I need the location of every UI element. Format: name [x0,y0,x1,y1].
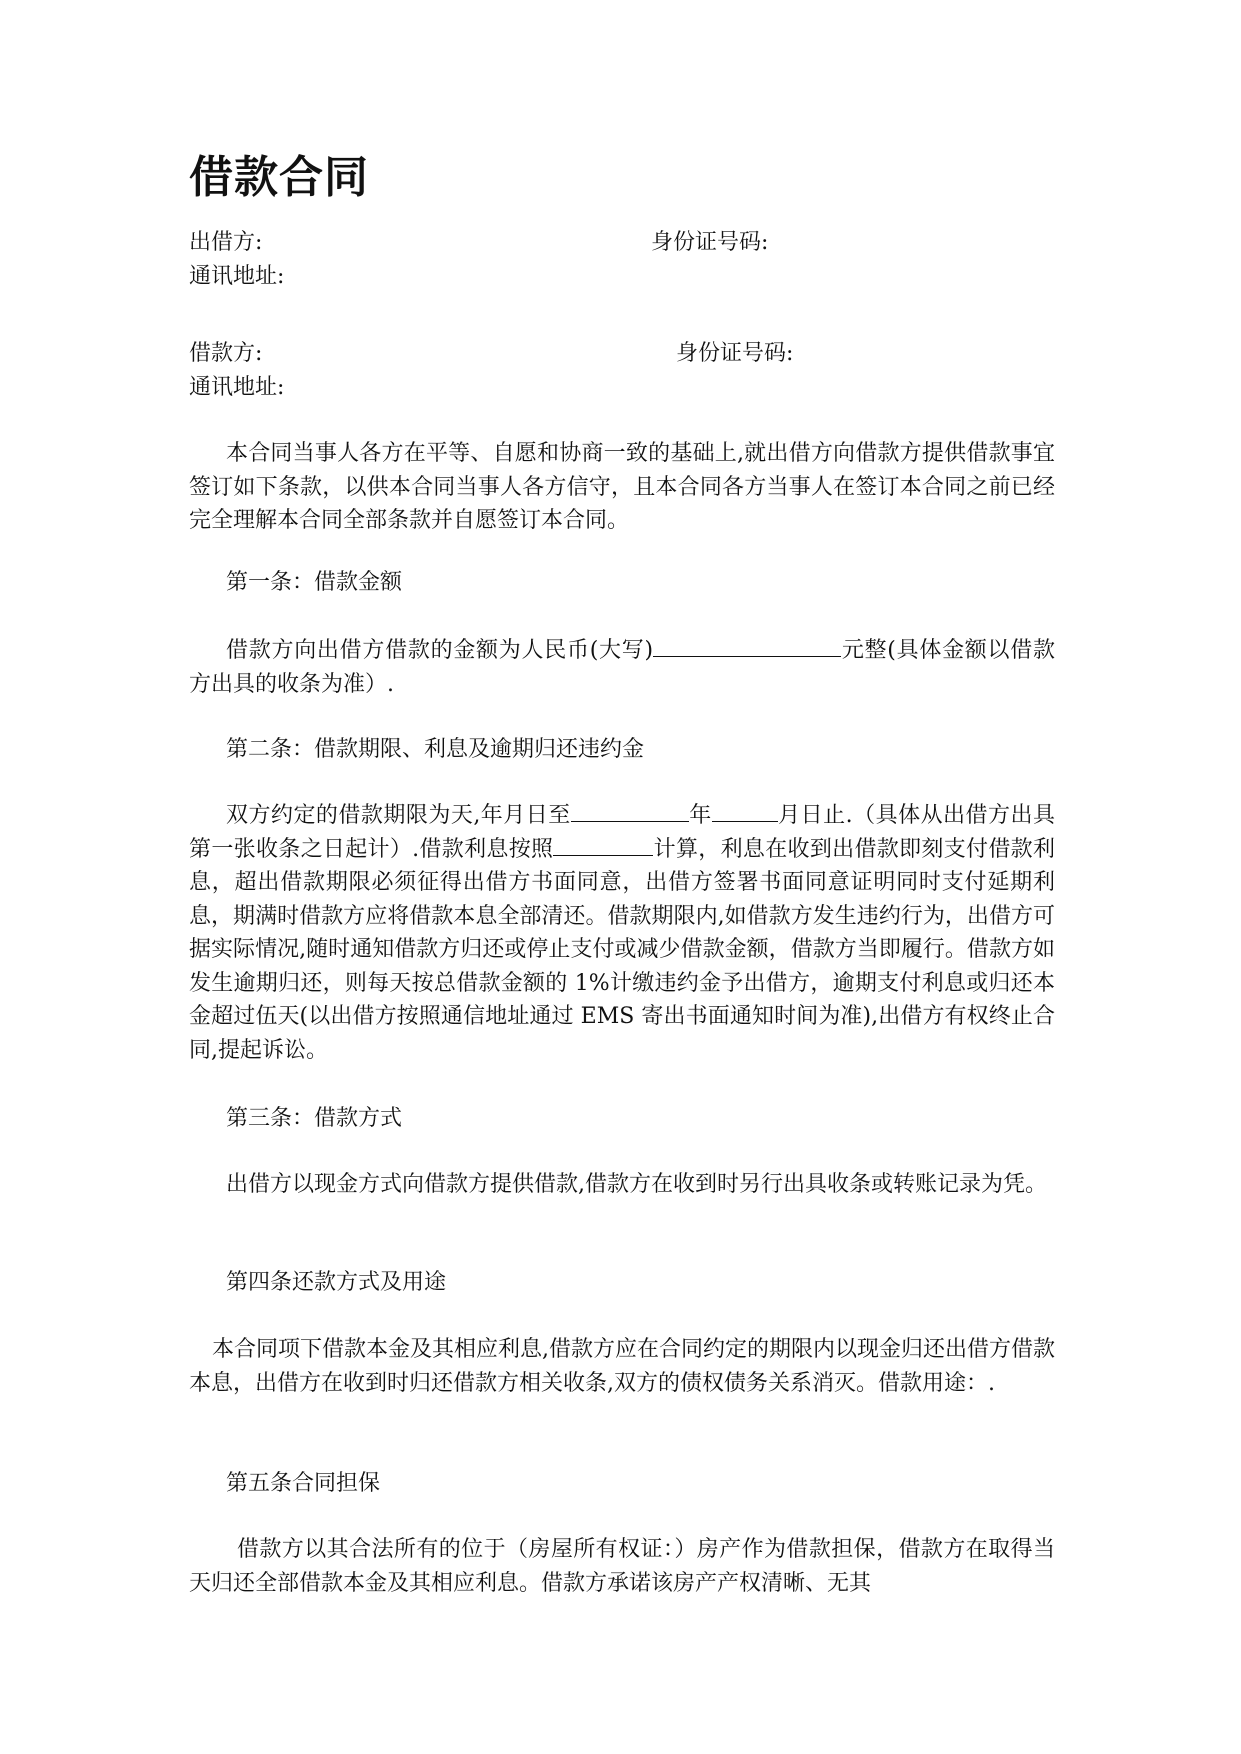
end-year-blank-line [571,803,689,822]
article-1-paragraph [189,634,1055,701]
article-2-text-c: 月日止.（具体从出借方出具第一张收条之日起计）.借款利息按照 [189,803,1055,862]
article-2-text-d: 计算，利息在收到出借款即刻支付借款利息，超出借款期限必须征得出借方书面同意，出借方签署书面同意证明同时支付延期利息，期满时借款方应将借款本息全部清还。借款期限内,如借款方发生违约行为，出借方可据实际情况,随时通知借款方归还或停止支付或减少借款金额，借款方当即履行。借款方如发生逾期归还，则每天按总借款金额的 1%计缴违约金予出借方，逾期支付利息或归还本金超过伍天(以出借方按照通信地址通过 EMS 寄出书面通知时间为准),出借方有权终止合同,提起诉讼。 [189,836,1055,1063]
borrower-address-label: 通讯地址: [189,375,285,400]
amount-blank-line [653,638,841,657]
article-4-paragraph: 本合同项下借款本金及其相应利息,借款方应在合同约定的期限内以现金归还出借方借款本息，出借方在收到时归还借款方相关收条,双方的债权债务关系消灭。借款用途：. [189,1337,1055,1396]
article-2-text-b: 年 [688,803,712,828]
article-4-heading: 第四条还款方式及用途 [226,1270,447,1295]
article-3-heading: 第三条：借款方式 [226,1106,403,1131]
lender-address-label: 通讯地址: [189,264,285,289]
article-3-paragraph: 出借方以现金方式向借款方提供借款,借款方在收到时另行出具收条或转账记录为凭。 [226,1172,1047,1197]
article-1-text-b: 元整(具体金额以借款方出具的收条为准）. [189,638,1055,697]
article-5-paragraph: 借款方以其合法所有的位于（房屋所有权证：）房产作为借款担保，借款方在取得当天归还全部借款本金及其相应利息。借款方承诺该房产产权清晰、无其 [189,1537,1055,1596]
end-month-blank-line [712,803,778,822]
interest-basis-blank-line [553,837,653,856]
document-title: 借款合同 [189,152,369,203]
article-2-heading: 第二条：借款期限、利息及逾期归还违约金 [226,737,645,762]
article-2-text-a: 双方约定的借款期限为天,年月日至 [226,803,571,828]
lender-id-label: 身份证号码: [651,230,769,255]
borrower-name-label: 借款方: [189,341,263,366]
lender-name-label: 出借方: [189,230,263,255]
article-1-heading: 第一条：借款金额 [226,570,403,595]
preamble-paragraph: 本合同当事人各方在平等、自愿和协商一致的基础上,就出借方向借款方提供借款事宜签订如下条款，以供本合同当事人各方信守，且本合同各方当事人在签订本合同之前已经完全理解本合同全部条款并自愿签订本合同。 [189,441,1055,533]
article-2-paragraph [189,799,1055,1067]
borrower-id-label: 身份证号码: [676,341,794,366]
article-5-heading: 第五条合同担保 [226,1471,381,1496]
article-1-text-a: 借款方向出借方借款的金额为人民币(大写) [226,638,654,663]
